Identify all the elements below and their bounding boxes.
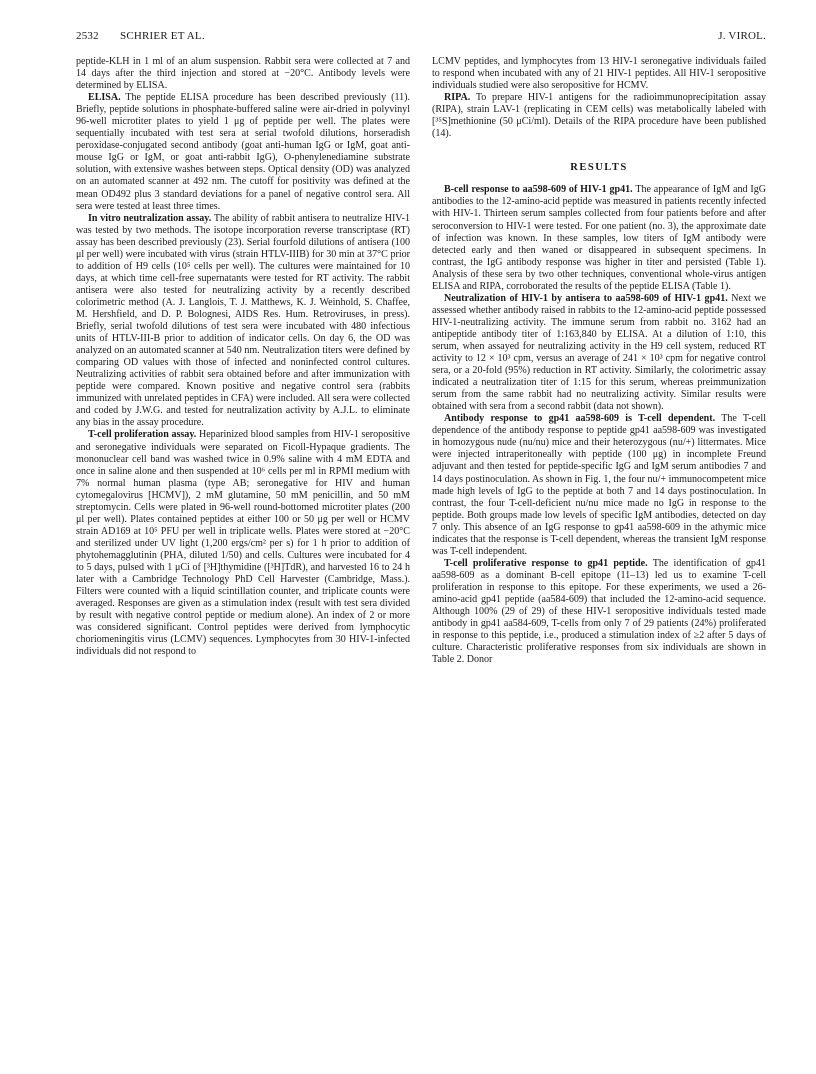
run-in-heading-bcell: B-cell response to aa598-609 of HIV-1 gp41. xyxy=(444,184,633,196)
journal-name: J. VIROL. xyxy=(718,30,766,42)
paragraph-tcell-dependent xyxy=(432,413,766,558)
paragraph-neutralization-results-text: Next we assessed whether antibody raised in rabbits to the 12-amino-acid peptide possessed HIV-1-neutralizing activity. The immune serum from rabbit no. 3162 had an antipeptide antibody titer of 1:163,840 by ELISA. At a dilution of 1:10, this serum, when assayed for neutralizing activity in the H9 cell system, reduced RT activity to 12 × 10³ cpm, versus an average of 241 × 10³ cpm for negative control sera, or a 20-fold (95%) reduction in RT activity. Similarly, the colorimetric assay indicated a neutralization titer of 1:15 for this serum, whereas preimmunization serum from the same rabbit had no neutralizing activity. Similar results were obtained with sera from a second rabbit (data not shown). xyxy=(432,292,767,413)
run-in-heading-tcell-proliferative: T-cell proliferative response to gp41 peptide. xyxy=(444,557,648,569)
paragraph-tcell-proliferative-text: The identification of gp41 aa598-609 as a dominant B-cell epitope (11–13) led us to examine T-cell proliferation in response to this epitope. For these experiments, we used a 26-amino-acid gp41 peptide (aa584-609) that included the 12-amino-acid sequence. Although 100% (29 of 29) of these HIV-1 seropositive individuals tested made antibody in gp41 aa584-609, T-cells from only 7 of 29 patients (24%) proliferated in response to this peptide, i.e., produced a stimulation index of ≥2 after 5 days of culture. Characteristic proliferative responses from six individuals are shown in Table 2. Donor xyxy=(432,557,766,666)
paragraph-elisa xyxy=(76,92,410,212)
paragraph-bcell xyxy=(432,184,766,292)
paragraph-tcell-proliferative xyxy=(432,558,766,666)
run-in-heading-ripa: RIPA. xyxy=(444,92,471,104)
run-in-heading-neutralization-results: Neutralization of HIV-1 by antisera to aa598-609 of HIV-1 gp41. xyxy=(444,292,728,304)
right-column xyxy=(432,56,766,666)
paragraph-bcell-text: The appearance of IgM and IgG antibodies to the 12-amino-acid peptide was measured in patients recently infected with HIV-1. Thirteen serum samples collected from four patients before and after seroconversion to HIV-1 were tested. For one patient (no. 3), the approximate date of infection was known. In these samples, low titers of IgM antibody were detected early and then waned or disappeared in subsequent specimens. In contrast, the IgG antibody response was higher in titer and persisted (Table 1). Analysis of these sera by two other techniques, conventional whole-virus antigen ELISA and RIPA, corroborated the results of the peptide ELISA (Table 1). xyxy=(432,184,766,292)
run-in-heading-elisa: ELISA. xyxy=(88,92,121,104)
paragraph-neutralization-text: The ability of rabbit antisera to neutralize HIV-1 was tested by two methods. The isotope incorporation reverse transcriptase (RT) assay has been described previously (23). Serial fourfold dilutions of antisera (100 μl per well) were incubated with virus (strain HTLV-IIIB) for 30 min at 37°C prior to addition of H9 cells (10⁵ cells per well). The cultures were maintained for 10 days, at which time cell-free supernatants were tested for RT activity. The rabbit antisera were also tested for neutralizing activity by a recently described colorimetric method (A. J. Langlois, T. J. Matthews, K. J. Weinhold, S. Chaffee, M. Hershfield, and D. P. Bolognesi, AIDS Res. Hum. Retroviruses, in press). Briefly, serial twofold dilutions of test sera were incubated with 480 infectious units of HTLV-III-B prior to addition of indicator cells. On day 6, the OD was analyzed on an automated scanner at 540 nm. Neutralization titers were defined by comparing OD values with those of infected and noninfected control cultures. Neutralizing activities of rabbit sera obtained before and after immunization with peptide were compared. Known positive and negative control sera (rabbits immunized with unrelated peptides in CFA) were included. All sera were collected and coded by J.W.G. and tested for neutralization activity by A.J.L. to eliminate any bias in the assay procedure. xyxy=(76,212,411,429)
paragraph-neutralization-results xyxy=(432,293,766,413)
paragraph-elisa-text: The peptide ELISA procedure has been described previously (11). Briefly, peptide solutions in phosphate-buffered saline were air-dried in polyvinyl 96-well microtiter plates to yield 1 μg of peptide per well. The plates were sequentially incubated with test sera at serial twofold dilutions, horseradish peroxidase-conjugated second antibody (goat anti-human IgG or IgM, goat anti-mouse IgG or IgM, or goat anti-rabbit IgG), O-phenylenediamine substrate solution, with extensive washes between steps. Optical density (OD) was analyzed on an automated scanner at 492 nm. The cutoff for positivity was defined at the mean OD492 plus 3 standard deviations for a panel of negative control sera. All sera were tested at least three times. xyxy=(76,92,410,212)
page-number: 2532 xyxy=(76,30,99,42)
run-in-heading-neutralization: In vitro neutralization assay. xyxy=(88,212,212,224)
paragraph-tcell-dependent-text: The T-cell dependence of the antibody response to peptide gp41 aa598-609 was investigated in homozygous nude (nu/nu) mice and their heterozygous (nu/+) littermates. Mice were injected intraperitoneally with peptide (100 μg) in incomplete Freund adjuvant and then tested for peptide-specific IgG and IgM serum antibodies 7 and 14 days postinoculation. As shown in Fig. 1, the four nu/+ immunocompetent mice made high levels of IgG to the peptide at both 7 and 14 days postinoculation. In contrast, the four T-cell-deficient nu/nu mice made no IgG in response to the peptide. Both groups made low levels of specific IgM antibodies, detected on day 7 only. This absence of an IgG response to gp41 aa598-609 in the athymic mice indicates that the response is T-cell dependent, whereas the transient IgM response was T-cell independent. xyxy=(432,413,766,557)
paragraph-ripa-text: To prepare HIV-1 antigens for the radioimmunoprecipitation assay (RIPA), strain LAV-1 (replicating in CEM cells) was metabolically labeled with [³⁵S]methionine (50 μCi/ml). Details of the RIPA procedure have been published (14). xyxy=(432,92,766,140)
paragraph-neutralization-assay xyxy=(76,213,410,430)
running-header xyxy=(76,30,766,46)
paragraph-tcell-assay-text: Heparinized blood samples from HIV-1 seropositive and seronegative individuals were separated on Ficoll-Hypaque gradients. The mononuclear cell band was washed twice in 0.9% saline with 4 mM EDTA and once in saline alone and then suspended at 10⁶ cells per ml in RPMI medium with 7% normal human plasma (type AB; seronegative for HIV and human cytomegalovirus [HCMV]), 2 mM glutamine, 50 mM penicillin, and 50 mM streptomycin. Cells were plated in 96-well round-bottomed microtiter plates (200 μl per well). Plates contained peptides at either 100 or 50 μg per well or HCMV strain AD169 at 10⁵ PFU per well in triplicate wells. Plates were stored at −20°C and sterilized under UV light (1,200 ergs/cm² per s) for 1 h prior to addition of phytohemagglutinin (PHA, diluted 1/50) and cells. Cultures were incubated for 4 to 5 days, pulsed with 1 μCi of [³H]thymidine ([³H]TdR), and harvested 16 to 24 h later with a Cambridge Technology PhD Cell Harvester (Cambridge, Mass.). Filters were counted with a liquid scintillation counter, and triplicate counts were averaged. Responses are given as a stimulation index (result with test sera divided by result with negative control peptide or medium alone). An index of 2 or more was considered significant. Control peptides were derived from lymphocytic choriomeningitis virus (LCMV) sequences. Lymphocytes from 30 HIV-1-infected individuals did not respond to xyxy=(76,429,410,658)
paragraph-continuation-right: LCMV peptides, and lymphocytes from 13 HIV-1 seronegative individuals failed to respond when incubated with any of 21 HIV-1 peptides. All HIV-1 seropositive individuals studied were also seropositive for HCMV. xyxy=(432,56,766,92)
running-authors: SCHRIER ET AL. xyxy=(120,30,205,42)
paragraph-tcell-assay xyxy=(76,429,410,658)
left-column xyxy=(76,56,410,658)
paragraph-ripa xyxy=(432,92,766,140)
run-in-heading-tcell-assay: T-cell proliferation assay. xyxy=(88,429,197,441)
section-title-results: RESULTS xyxy=(570,162,628,174)
run-in-heading-tcell-dependent: Antibody response to gp41 aa598-609 is T-cell dependent. xyxy=(444,413,716,425)
paragraph-continuation: peptide-KLH in 1 ml of an alum suspension. Rabbit sera were collected at 7 and 14 days after the third injection and stored at −20°C. Antibody levels were determined by ELISA. xyxy=(76,56,410,92)
